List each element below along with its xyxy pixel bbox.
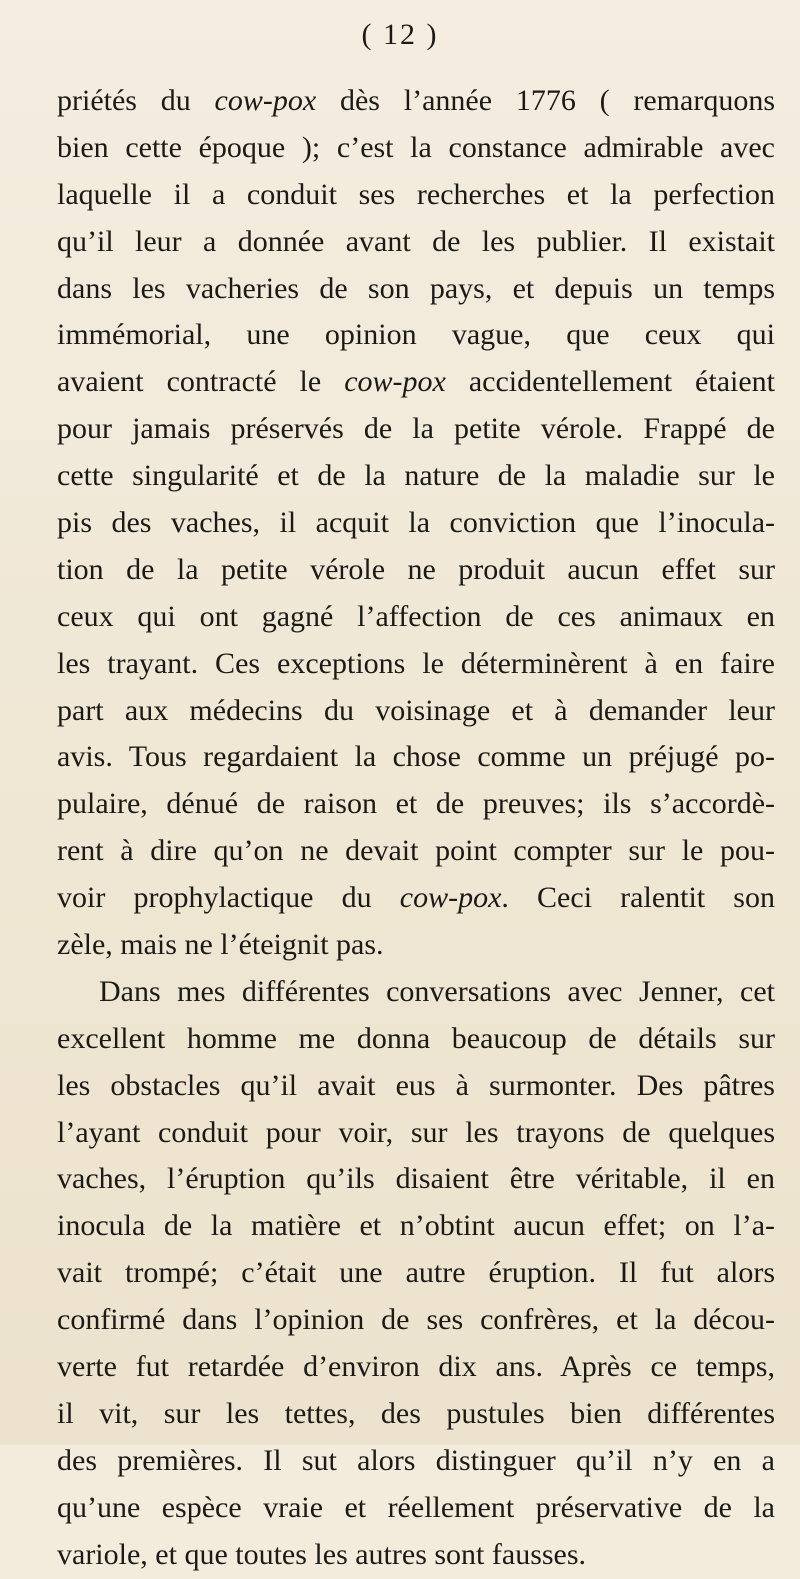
text-line-25: inocula de la matière et n’obtint aucun effet; on l’a- [57, 1209, 775, 1243]
text-line-5: dans les vacheries de son pays, et depuis un temps [57, 271, 775, 305]
text-line-10: pis des vaches, il acquit la conviction que l’inocula- [57, 506, 775, 540]
text-line-27: confirmé dans l’opinion de ses confrères, et la décou- [57, 1303, 775, 1337]
text-line-1: priétés du cow-pox dès l’année 1776 ( remarquons [57, 84, 775, 117]
text-line-31: qu’une espèce vraie et réellement préservative de la [57, 1490, 775, 1524]
text-line-19: zèle, mais ne l’éteignit pas. [57, 928, 384, 962]
text-line-7: avaient contracté le cow-pox accidentellement étaient [57, 365, 775, 399]
text-line-9: cette singularité et de la nature de la maladie sur le [57, 459, 775, 493]
cow-pox-term: cow-pox [399, 881, 502, 915]
text-line-29: il vit, sur les tettes, des pustules bien différentes [57, 1396, 775, 1430]
text-line-14: part aux médecins du voisinage et à demander leur [57, 693, 775, 727]
text-line-2: bien cette époque ); c’est la constance admirable avec [57, 130, 775, 164]
text-line-22: les obstacles qu’il avait eus à surmonter. Des pâtres [57, 1068, 775, 1102]
text-line-6: immémorial, une opinion vague, que ceux qui [57, 318, 775, 352]
cow-pox-term: cow-pox [214, 84, 317, 117]
text-line-28: verte fut retardée d’environ dix ans. Après ce temps, [57, 1350, 775, 1384]
text-line-13: les trayant. Ces exceptions le déterminèrent à en faire [57, 646, 775, 680]
text-line-8: pour jamais préservés de la petite vérole. Frappé de [57, 412, 775, 446]
text-line-23: l’ayant conduit pour voir, sur les trayons de quelques [57, 1115, 775, 1149]
cow-pox-term: cow-pox [344, 365, 446, 399]
text-line-18: voir prophylactique du cow-pox. Ceci ralentit son [57, 881, 775, 915]
text-line-21: excellent homme me donna beaucoup de détails sur [57, 1021, 775, 1055]
body-text [57, 78, 775, 1579]
text-line-32: variole, et que toutes les autres sont fausses. [57, 1537, 587, 1571]
text-line-12: ceux qui ont gagné l’affection de ces animaux en [57, 599, 775, 633]
text-line-3: laquelle il a conduit ses recherches et la perfection [57, 177, 775, 211]
text-line-24: vaches, l’éruption qu’ils disaient être véritable, il en [57, 1162, 775, 1196]
text-line-16: pulaire, dénué de raison et de preuves; ils s’accordè- [57, 787, 775, 821]
text-line-4: qu’il leur a donnée avant de les publier. Il existait [57, 224, 775, 258]
text-line-20: Dans mes différentes conversations avec Jenner, cet [99, 974, 775, 1008]
text-line-11: tion de la petite vérole ne produit aucun effet sur [57, 552, 775, 586]
text-line-15: avis. Tous regardaient la chose comme un préjugé po- [57, 740, 775, 774]
page-number: ( 12 ) [361, 18, 439, 51]
text-line-30: des premières. Il sut alors distinguer qu’il n’y en a [57, 1443, 775, 1477]
text-line-26: vait trompé; c’était une autre éruption. Il fut alors [57, 1256, 775, 1290]
text-line-17: rent à dire qu’on ne devait point compter sur le pou- [57, 834, 775, 868]
